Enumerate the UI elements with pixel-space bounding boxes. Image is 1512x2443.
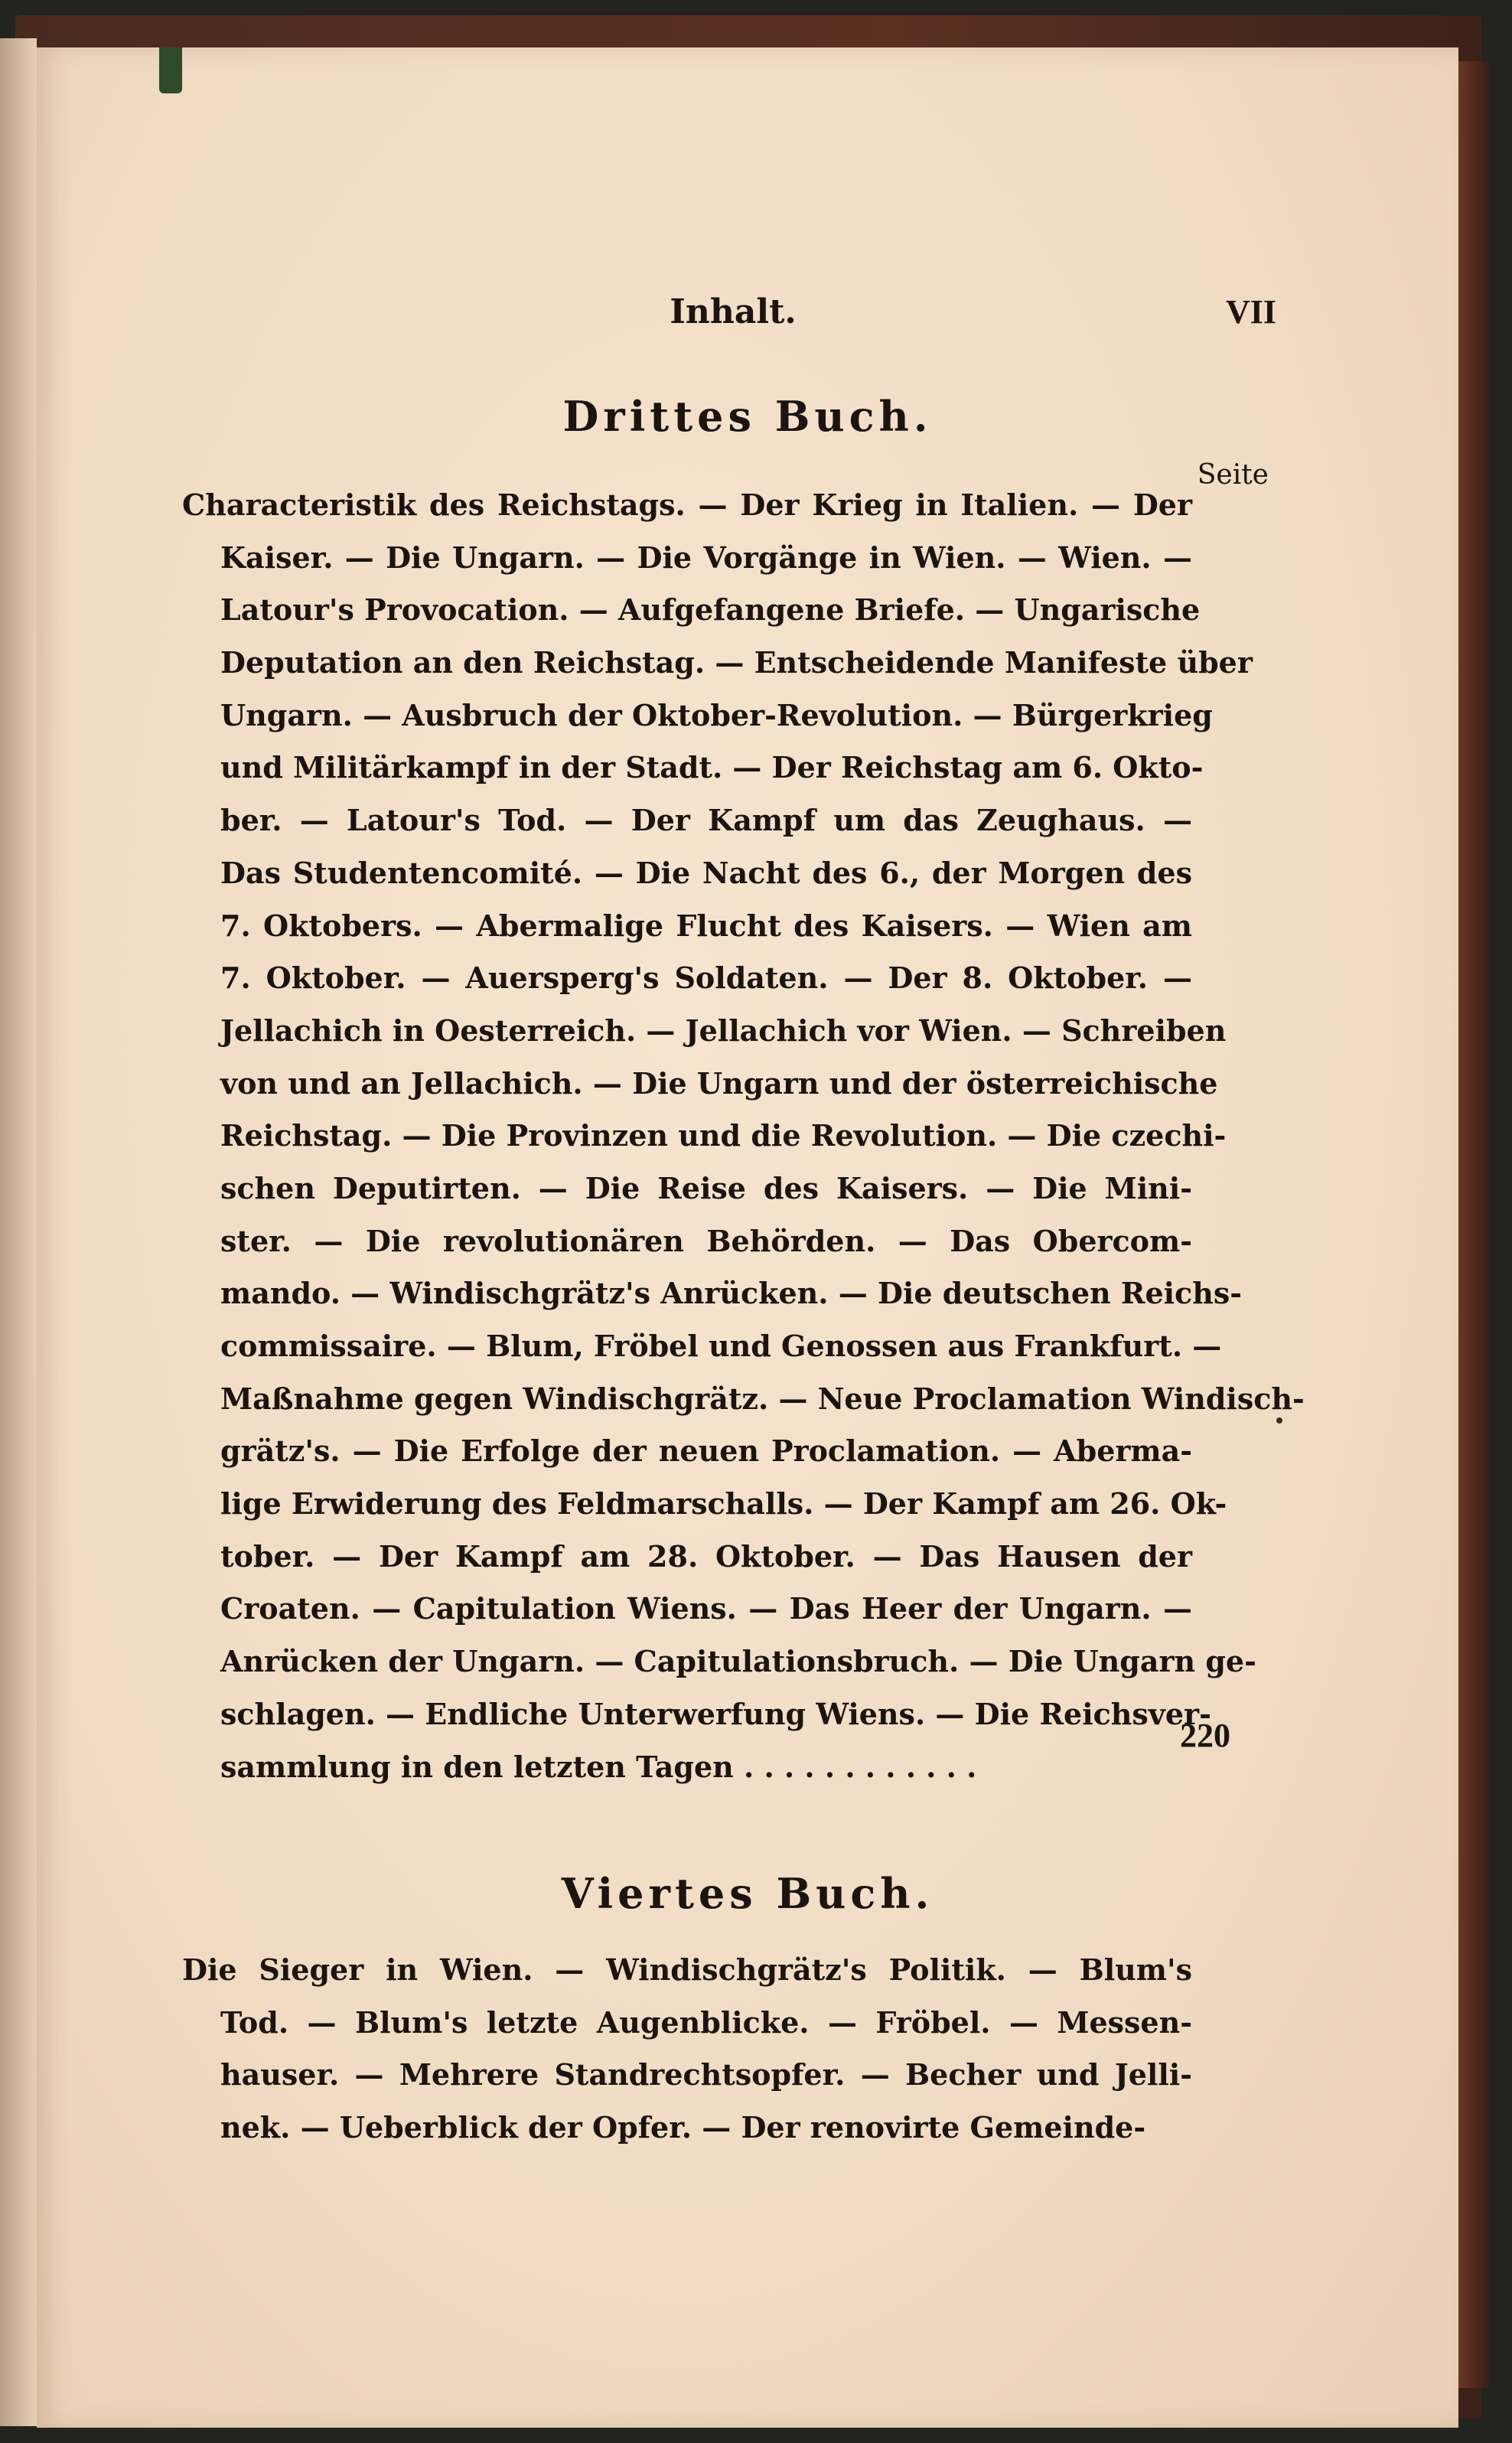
page-folio: VII: [1225, 293, 1276, 331]
toc-line: 7. Oktobers. — Abermalige Flucht des Kaisers. — Wien am: [220, 908, 1192, 943]
toc-line: Anrücken der Ungarn. — Capitulationsbruch. — Die Ungarn ge-: [220, 1644, 1256, 1679]
facing-page-edge: [0, 38, 37, 2426]
page-header: [37, 292, 1458, 346]
toc-line: Tod. — Blum's letzte Augenblicke. — Fröbel. — Messen-: [220, 2004, 1192, 2040]
toc-line: hauser. — Mehrere Standrechtsopfer. — Becher und Jelli-: [220, 2057, 1192, 2092]
toc-line: 7. Oktober. — Auersperg's Soldaten. — Der 8. Oktober. —: [220, 961, 1192, 996]
toc-line: sammlung in den letzten Tagen . . . . . . . . . . . .: [220, 1749, 977, 1784]
ink-speck: [1276, 1417, 1282, 1424]
toc-line: Das Studentencomité. — Die Nacht des 6., der Morgen des: [220, 855, 1192, 890]
toc-line: grätz's. — Die Erfolge der neuen Proclamation. — Aberma-: [220, 1434, 1192, 1469]
toc-entry-viertes-buch: [182, 1944, 1192, 2154]
section-heading-viertes-buch: Viertes Buch.: [561, 1869, 934, 1918]
toc-line: Kaiser. — Die Ungarn. — Die Vorgänge in Wien. — Wien. —: [220, 540, 1192, 575]
toc-line: ster. — Die revolutionären Behörden. — Das Obercom-: [220, 1223, 1192, 1258]
paper-page: [37, 47, 1458, 2428]
toc-line: schlagen. — Endliche Unterwerfung Wiens. — Die Reichsver-: [220, 1696, 1211, 1731]
toc-line: Maßnahme gegen Windischgrätz. — Neue Proclamation Windisch-: [220, 1381, 1305, 1416]
toc-line: Deputation an den Reichstag. — Entscheidende Manifeste über: [220, 645, 1253, 680]
toc-line: und Militärkampf in der Stadt. — Der Reichstag am 6. Okto-: [220, 750, 1204, 785]
section-heading-drittes-buch: Drittes Buch.: [562, 392, 933, 441]
running-head: Inhalt.: [670, 292, 797, 331]
toc-line: Reichstag. — Die Provinzen und die Revolution. — Die czechi-: [220, 1118, 1227, 1153]
toc-line: Jellachich in Oesterreich. — Jellachich vor Wien. — Schreiben: [220, 1013, 1227, 1048]
toc-line: lige Erwiderung des Feldmarschalls. — Der Kampf am 26. Ok-: [220, 1486, 1227, 1522]
toc-line: Die Sieger in Wien. — Windischgrätz's Politik. — Blum's: [182, 1952, 1192, 1987]
cover-edge: [1458, 61, 1489, 2388]
toc-line: schen Deputirten. — Die Reise des Kaisers. — Die Mini-: [220, 1170, 1192, 1205]
toc-page-number: 220: [1180, 1717, 1230, 1754]
toc-line: Ungarn. — Ausbruch der Oktober-Revolution. — Bürgerkrieg: [220, 697, 1213, 732]
toc-line: Latour's Provocation. — Aufgefangene Briefe. — Ungarische: [220, 592, 1201, 628]
page-column-label: Seite: [1197, 459, 1269, 491]
toc-line: nek. — Ueberblick der Opfer. — Der renovirte Gemeinde-: [220, 2110, 1146, 2145]
toc-line: Characteristik des Reichstags. — Der Krieg in Italien. — Der: [182, 488, 1192, 522]
toc-line: commissaire. — Blum, Fröbel und Genossen aus Frankfurt. —: [220, 1329, 1222, 1363]
toc-line: ber. — Latour's Tod. — Der Kampf um das Zeughaus. —: [220, 803, 1192, 838]
toc-line: von und an Jellachich. — Die Ungarn und der österreichische: [220, 1065, 1218, 1101]
toc-line: tober. — Der Kampf am 28. Oktober. — Das Hausen der: [220, 1538, 1192, 1574]
toc-line: mando. — Windischgrätz's Anrücken. — Die deutschen Reichs-: [220, 1276, 1242, 1311]
toc-line: Croaten. — Capitulation Wiens. — Das Heer der Ungarn. —: [220, 1591, 1192, 1626]
bookmark-ribbon: [159, 47, 182, 93]
